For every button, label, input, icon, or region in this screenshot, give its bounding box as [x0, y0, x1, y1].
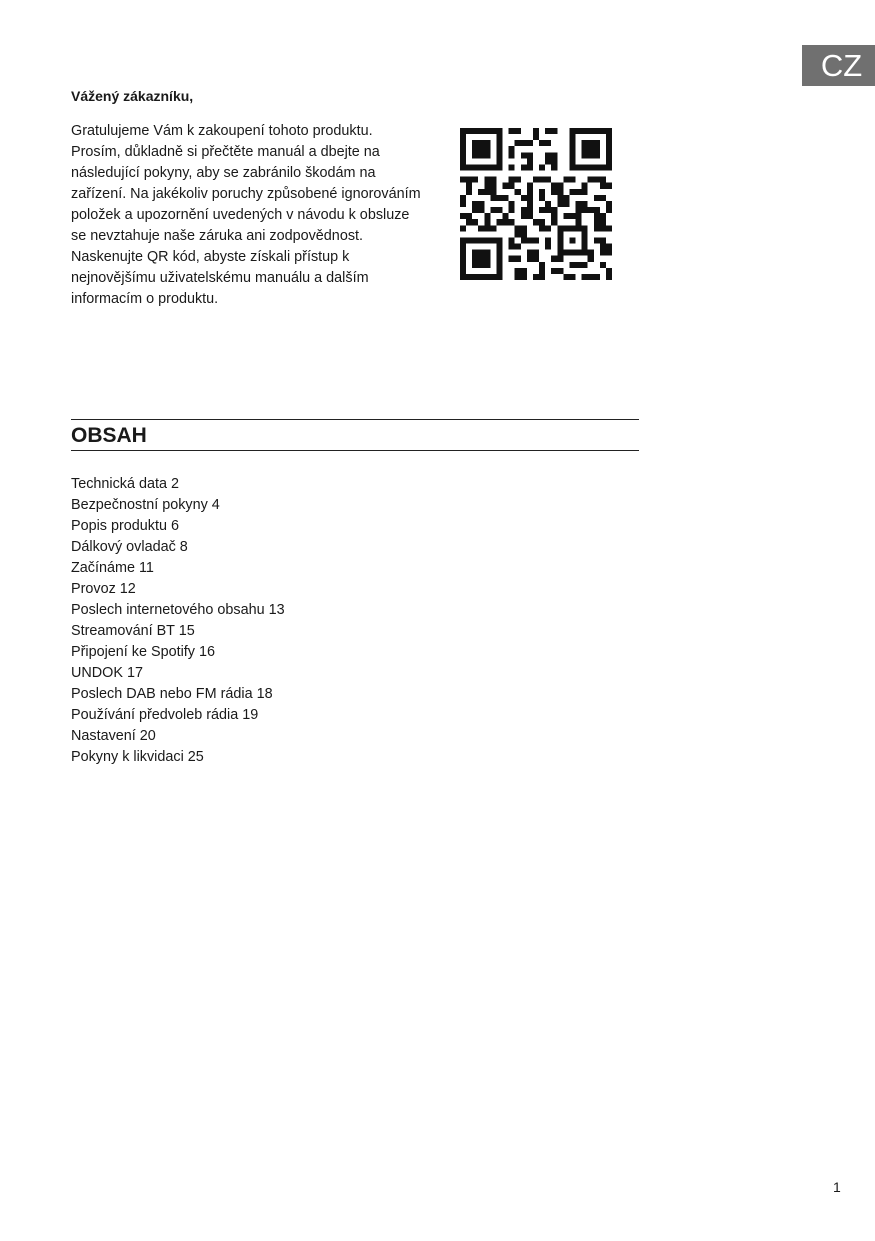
- intro-paragraph: Gratulujeme Vám k zakoupení tohoto produktu. Prosím, důkladně si přečtěte manuál a dbejte na následující pokyny, aby se zabránilo škodám na zařízení. Na jakékoliv poruchy způsobené ignorováním položek a upozornění uvedených v návodu k obsluze se nevztahuje naše záruka ani zodpovědnost. Naskenujte QR kód, abyste získali přístup k nejnovějšímu uživatelskému manuálu a dalším informacím o produktu.: [71, 123, 421, 307]
- heading-bottom-rule: [71, 450, 639, 451]
- toc-entry: Používání předvoleb rádia 19: [71, 707, 259, 723]
- toc-entry: Technická data 2: [71, 476, 179, 492]
- toc-entry: Provoz 12: [71, 581, 136, 597]
- toc-entry: Bezpečnostní pokyny 4: [71, 497, 220, 513]
- greeting: Vážený zákazníku,: [71, 88, 194, 104]
- toc-entry: Připojení ke Spotify 16: [71, 644, 215, 660]
- toc-entry: Dálkový ovladač 8: [71, 539, 188, 555]
- toc-entry: Nastavení 20: [71, 728, 156, 744]
- toc-entry: Poslech internetového obsahu 13: [71, 602, 285, 618]
- language-tab: CZ: [802, 45, 875, 86]
- toc-entry: Začínáme 11: [71, 560, 154, 576]
- toc-entry: UNDOK 17: [71, 665, 143, 681]
- toc-entry: Streamování BT 15: [71, 623, 195, 639]
- page-number: 1: [833, 1179, 841, 1195]
- toc-heading: OBSAH: [71, 424, 147, 447]
- table-of-contents: [71, 474, 285, 768]
- toc-entry: Popis produktu 6: [71, 518, 180, 534]
- toc-entry: Poslech DAB nebo FM rádia 18: [71, 686, 273, 702]
- toc-entry: Pokyny k likvidaci 25: [71, 749, 204, 765]
- heading-top-rule: [71, 419, 639, 420]
- qr-code: [460, 128, 612, 280]
